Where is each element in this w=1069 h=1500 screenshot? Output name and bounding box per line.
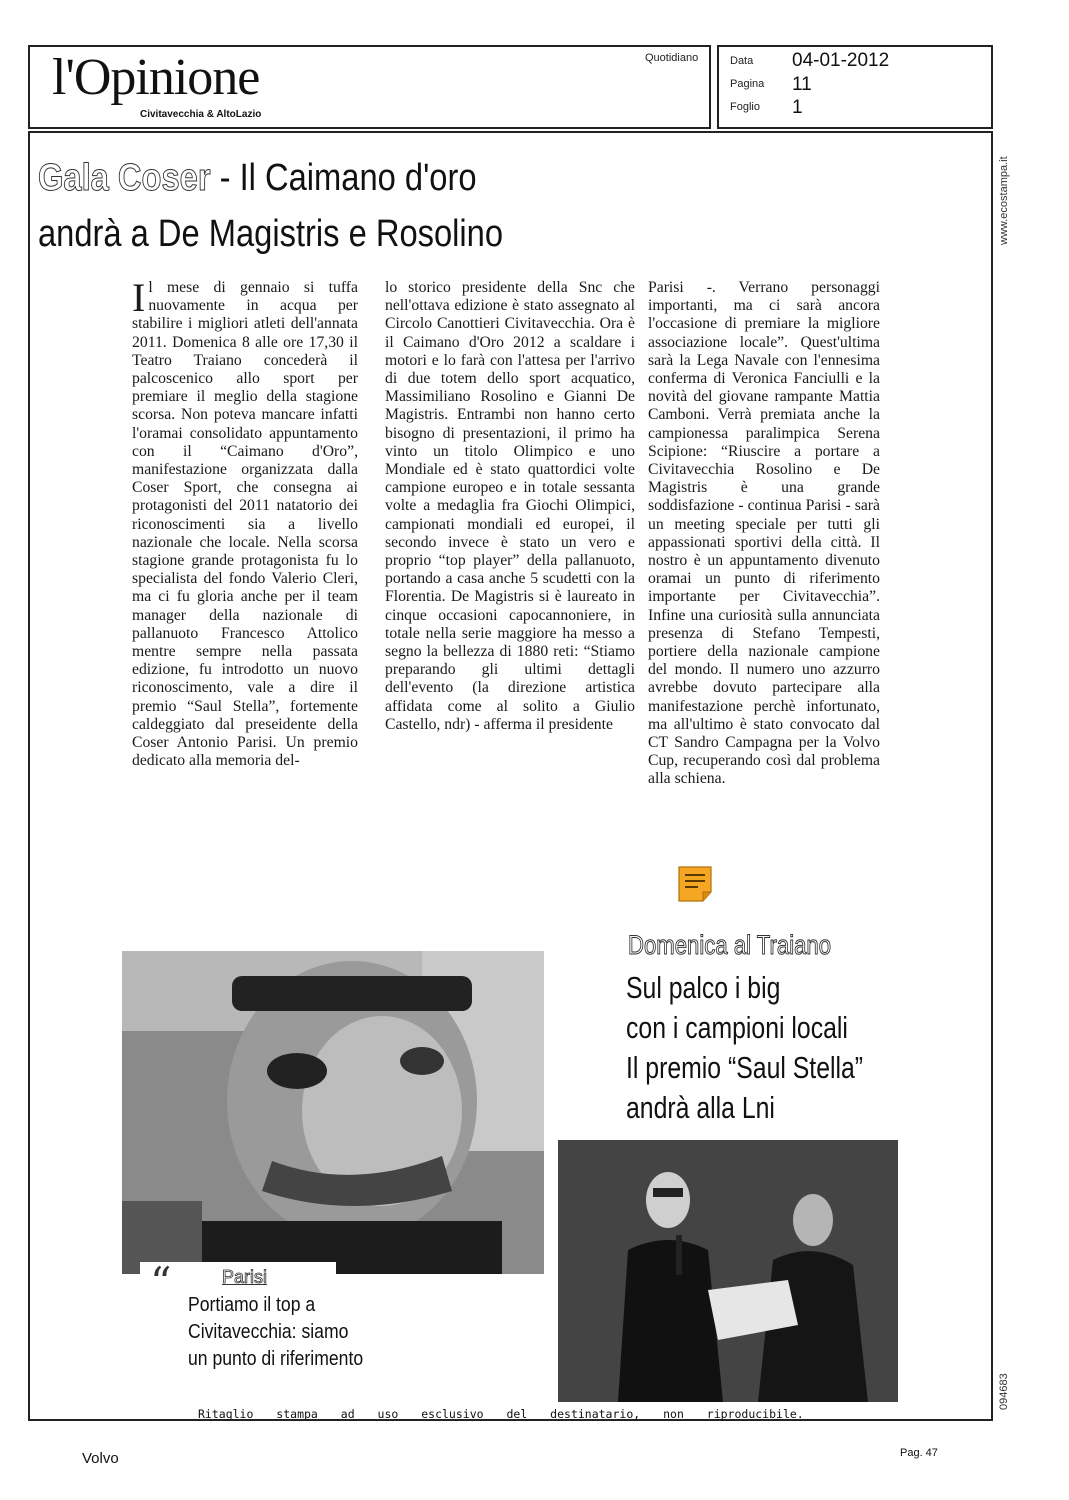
article-column-1 xyxy=(132,275,358,770)
date-label: Data xyxy=(730,55,754,67)
column-1-text: l mese di gennaio si tuffa nuovamente in acqua per stabilire i migliori atleti dell'annata 2011. Domenica 8 alle ore 17,30 il Teatro Traiano concederà il palcoscenico allo sport per premiare il meglio della stagione scorsa. Non poteva mancare infatti l'oramai consolidato appuntamento con il “Caimano d'Oro”, manifestazione organizzata dalla Coser Sport, che consegna ai protagonisti del 2011 natatorio dei riconoscimenti sia a livello nazionale che locale. Nella scorsa stagione grande protagonista fu lo specialista del fondo Valerio Cleri, ma ci fu gloria anche per il team manager della nazionale di pallanuoto Francesco Attolico mentre sempre nella passata edizione, fu introdotto un nuovo riconoscimento, vale a dire il premio “Saul Stella”, fortemente caldeggiato dal preseidente della Coser Antonio Parisi. Un premio dedicato alla memoria del- xyxy=(132,279,358,770)
newspaper-subtitle: Civitavecchia & AltoLazio xyxy=(140,109,262,120)
article-column-2: lo storico presidente della Snc che nell'ottava edizione è stato assegnato al Circolo Canottieri Civitavecchia. Ora è il Caimano d'Oro 2012 a scaldare i motori e lo farà con l'attesa per l'arrivo di due totem dello sport acquatico, Massimiliano Rosolino e Gianni De Magistris. Entrambi non hanno certo bisogno di presentazioni, il primo ha vinto un titolo Olimpico e uno Mondiale ed è stato quattordici volte campione europeo e in totale sessanta volte a medaglia fra Giochi Olimpici, campionati mondiali ed europei, il secondo invece è stato un vero e proprio “top player” della pallanuoto, portando a casa anche 5 scudetti con la Florentia. De Magistris si è laureato in cinque occasioni capocannoniere, in totale nella serie maggiore ha messo a segno la bellezza di 1880 reti: “Stiamo preparando gli ultimi dettagli dell'evento (la direzione artistica affidata come al solito a Giulio Castello, ndr) - afferma il presidente xyxy=(385,279,635,733)
page-number: Pag. 47 xyxy=(900,1447,938,1459)
page-value: 11 xyxy=(792,74,812,95)
pull-quote-text: Portiamo il top a Civitavecchia: siamo un punto di riferimento xyxy=(188,1294,364,1370)
date-value: 04-01-2012 xyxy=(792,50,890,71)
note-icon[interactable] xyxy=(678,866,712,902)
headline-line-1: - Il Caimano d'oro xyxy=(210,157,477,199)
article-column-3: Parisi -. Verrano personaggi importanti, ma ci sarà ancora l'occasione di premiare la migliore associazione locale”. Quest'ultima sarà la Lega Navale con l'ennesima conferma di Veronica Fanciulli e la novità del giovane rampante Mattia Camboni. Verrà premiata anche la campionessa paralimpica Serena Scipione: “Riuscire a portare a Civitavecchia Rosolino e De Magistris è una grande soddisfazione - continua Parisi - sarà un meeting speciale per tutti gli appassionati sportivi della città. Il nostro è un appuntamento divenuto oramai un punto di riferimento importante per Civitavecchia”. Infine una curiosità sulla annunciata presenza di Stefano Tempesti, portiere della nazionale campione del mondo. Il numero uno azzurro avrebbe dovuto partecipare alla manifestazione perchè infortunato, ma all'ultimo è stato convocato dal CT Sandro Campagna per la Volvo Cup, recuperando così dal problema alla schiena. xyxy=(648,279,880,788)
article-headline xyxy=(38,150,503,262)
sidebar-line-4: andrà alla Lni xyxy=(626,1090,775,1125)
sheet-value: 1 xyxy=(792,97,803,118)
portrait-photo-parisi xyxy=(122,951,544,1274)
sidebar-line-2: con i campioni locali xyxy=(626,1010,848,1045)
quote-mark-icon: “ xyxy=(150,1258,172,1307)
sidebar-kicker: Domenica al Traiano xyxy=(628,930,832,960)
page-label: Pagina xyxy=(730,78,765,90)
clipping-notice: Ritaglio stampa ad uso esclusivo del destinatario, non riproducibile. xyxy=(198,1407,804,1421)
sidebar-line-1: Sul palco i big xyxy=(626,970,781,1005)
sidebar-line-3: Il premio “Saul Stella” xyxy=(626,1050,864,1085)
website-url: www.ecostampa.it xyxy=(998,156,1010,245)
quote-attribution: Parisi xyxy=(222,1267,268,1287)
sidebar-headline xyxy=(626,968,866,1128)
keyword-label: Volvo xyxy=(82,1450,119,1467)
publication-type: Quotidiano xyxy=(645,52,699,64)
sheet-label: Foglio xyxy=(730,101,760,113)
headline-line-2: andrà a De Magistris e Rosolino xyxy=(38,213,504,255)
drop-cap: I xyxy=(132,275,146,320)
award-ceremony-photo xyxy=(558,1140,898,1402)
headline-prefix: Gala Coser xyxy=(38,157,211,199)
newspaper-logo: l'Opinione xyxy=(52,49,260,106)
clipping-code: 094683 xyxy=(998,1373,1010,1410)
